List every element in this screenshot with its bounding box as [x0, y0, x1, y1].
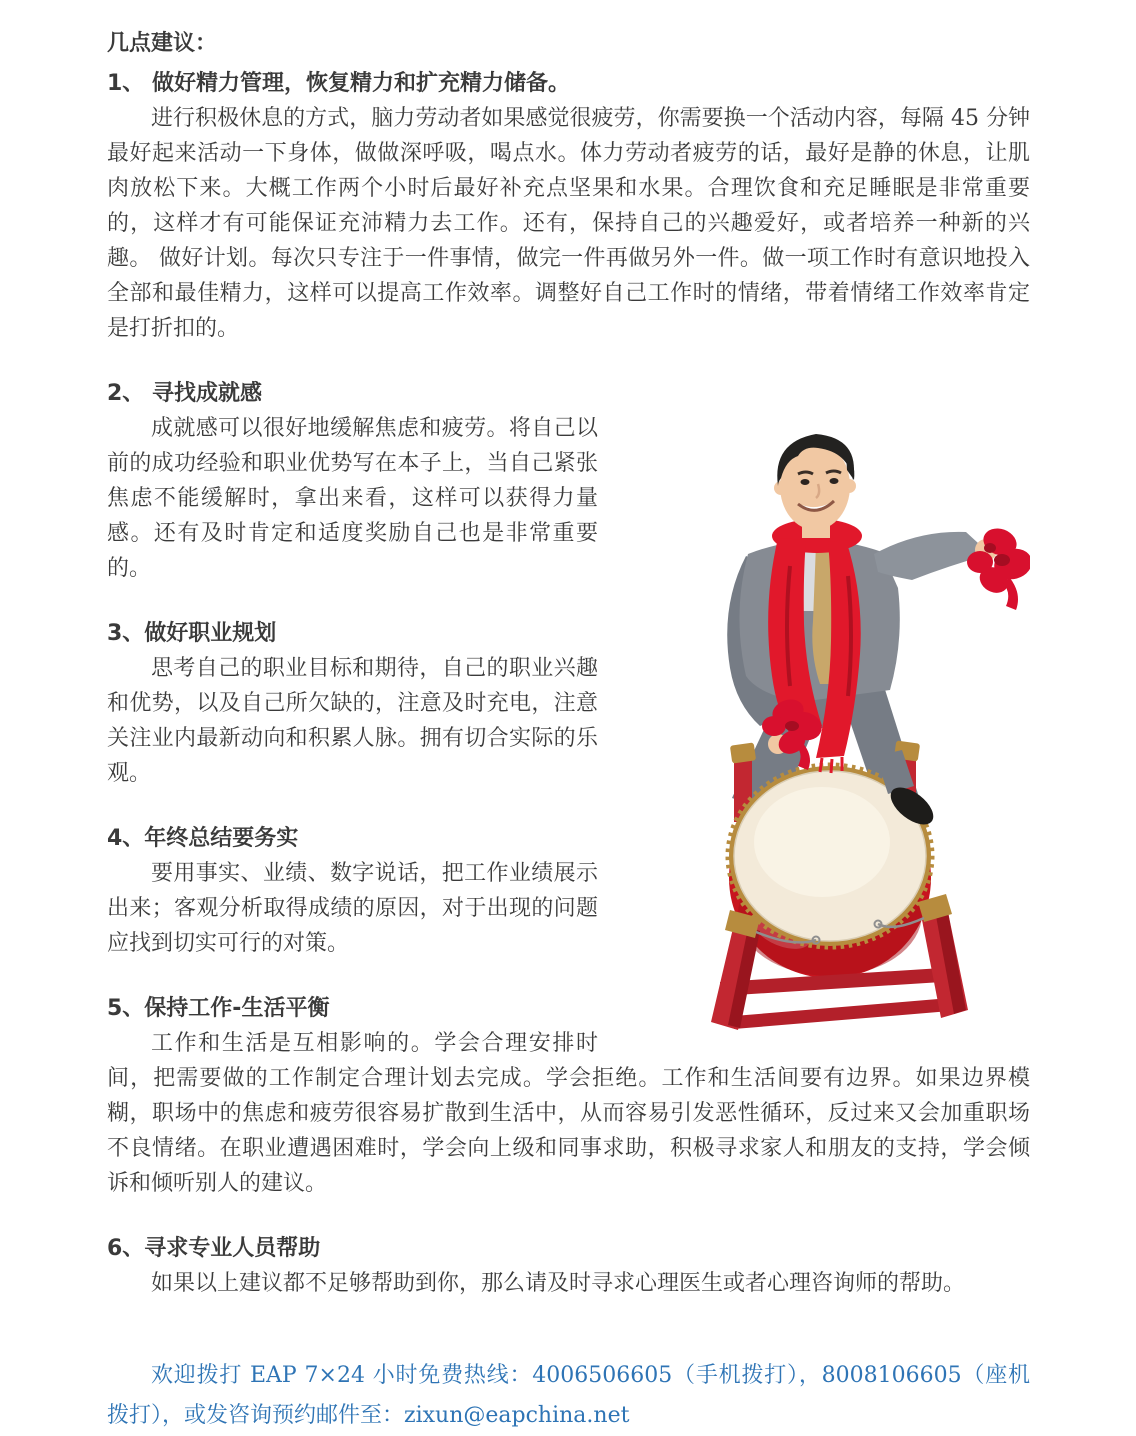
page-title: 几点建议： — [107, 31, 218, 56]
section-4-heading: 4、年终总结要务实 — [107, 826, 299, 851]
section-6-paragraph: 如果以上建议都不足够帮助到你，那么请及时寻求心理医生或者心理咨询师的帮助。 — [151, 1271, 966, 1296]
section-2-heading: 2、 寻找成就感 — [107, 381, 262, 406]
section-3-paragraph: 思考自己的职业目标和期待，自己的职业兴趣和优势，以及自己所欠缺的，注意及时充电，注意关注业内最新动向和积累人脉。拥有切合实际的乐观。 — [107, 656, 598, 786]
drummer-photo — [606, 346, 1030, 1061]
section-3-heading: 3、做好职业规划 — [107, 621, 277, 646]
man-drumming-illustration — [650, 426, 1030, 1066]
section-5-heading: 5、保持工作-生活平衡 — [107, 996, 330, 1021]
section-4-paragraph: 要用事实、业绩、数字说话，把工作业绩展示出来；客观分析取得成绩的原因，对于出现的问题应找到切实可行的对策。 — [107, 861, 598, 956]
eap-hotline-footer: 欢迎拨打 EAP 7×24 小时免费热线：4006506605（手机拨打），8008106605（座机拨打），或发咨询预约邮件至：zixun@eapchina.net — [107, 1363, 1030, 1428]
section-6-heading: 6、寻求专业人员帮助 — [107, 1236, 321, 1261]
section-1-paragraph: 进行积极休息的方式，脑力劳动者如果感觉很疲劳，你需要换一个活动内容，每隔 45 分钟最好起来活动一下身体，做做深呼吸，喝点水。体力劳动者疲劳的话，最好是静的休息，让肌肉放松下来。大概工作两个小时后最好补充点坚果和水果。合理饮食和充足睡眠是非常重要的，这样才有可能保证充沛精力去工作。还有，保持自己的兴趣爱好，或者培养一种新的兴趣。 做好计划。每次只专注于一件事情，做完一件再做另外一件。做一项工作时有意识地投入全部和最佳精力，这样可以提高工作效率。调整好自己工作时的情绪，带着情绪工作效率肯定是打折扣的。 — [107, 106, 1030, 341]
section-1-heading: 1、 做好精力管理，恢复精力和扩充精力储备。 — [107, 71, 570, 96]
section-5-paragraph: 工作和生活是互相影响的。学会合理安排时间，把需要做的工作制定合理计划去完成。学会拒绝。工作和生活间要有边界。如果边界模糊，职场中的焦虑和疲劳很容易扩散到生活中，从而容易引发恶性循环，反过来又会加重职场不良情绪。在职业遭遇困难时，学会向上级和同事求助，积极寻求家人和朋友的支持，学会倾诉和倾听别人的建议。 — [107, 1031, 1030, 1196]
section-2-paragraph: 成就感可以很好地缓解焦虑和疲劳。将自己以前的成功经验和职业优势写在本子上，当自己紧张焦虑不能缓解时，拿出来看，这样可以获得力量感。还有及时肯定和适度奖励自己也是非常重要的。 — [107, 416, 598, 581]
right-red-cloth — [967, 524, 1030, 610]
